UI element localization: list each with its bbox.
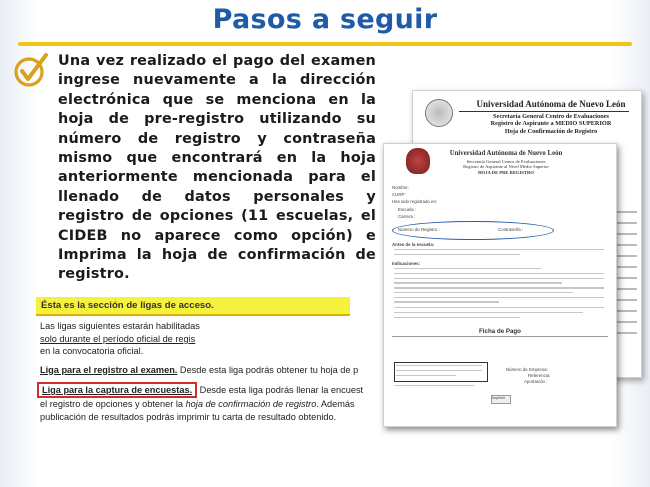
survey-link-row: Liga para la captura de encuestas. Desde esta liga podrás llenar la encuest el registro de opciones y obtener la hoja de confirmación de registro. Además publicación de resultados podrás imprimir tu carta de resultado obtenido. xyxy=(40,382,344,423)
instruction-text: Una vez realizado el pago del examen ingrese nuevamente a la dirección electrónica que se menciona en la hoja de pre-registro utilizando su número de registro y contraseña mismo que encontrará en la hoja anteriormente mencionada para el llenado de datos personales y registro de opciones (11 escuelas, el CIDEB no aparece como opción) e Imprima la hoja de confirmación de registro. xyxy=(58,53,376,283)
exam-registration-link[interactable]: Liga para el registro al examen. xyxy=(40,364,178,375)
survey-capture-link[interactable]: Liga para la captura de encuestas. xyxy=(37,382,197,398)
front-doc-subtitle: Secretaría General Centro de Evaluaciones Registro de Aspirante al Nivel Medio Superior HOJA DE PRE REGISTRO xyxy=(463,159,549,175)
title-underline xyxy=(18,42,632,46)
back-doc-university: Universidad Autónoma de Nuevo León xyxy=(476,99,626,109)
web-excerpt-screenshot xyxy=(36,297,364,422)
access-links-header: Ésta es la sección de ligas de acceso. xyxy=(36,297,350,316)
university-seal-icon xyxy=(425,99,453,127)
exam-registration-link-row: Liga para el registro al examen. Desde esta liga podrás obtener tu hoja de p xyxy=(40,364,359,375)
front-doc-university: Universidad Autónoma de Nuevo León xyxy=(449,150,563,157)
payment-slip-title: Ficha de Pago xyxy=(479,328,521,335)
page-title: Pasos a seguir xyxy=(212,4,438,35)
pre-registration-sheet-image: Universidad Autónoma de Nuevo León Secretaría General Centro de Evaluaciones Registro de Aspirante al Nivel Medio Superior HOJA DE PRE REGISTRO Nombre: CURP: Has sido registrado en: Escuela : Carrera : Número de Registro : Contraseña : Antes de la escuela: Indicaciones: Ficha de Pago Número de Empresa: Referencia: Aportación : Imprimir xyxy=(383,143,617,427)
university-shield-icon xyxy=(406,148,430,174)
checkmark-circle-icon xyxy=(13,52,49,88)
links-intro: Las ligas siguientes estarán habilitadas solo durante el período oficial de regis en la convocatoria oficial. xyxy=(40,321,200,357)
back-doc-subtitle: Secretaría General Centro de Evaluaciones Registro de Aspirante a MEDIO SUPERIOR Hoja de Confirmación de Registro xyxy=(490,113,612,135)
